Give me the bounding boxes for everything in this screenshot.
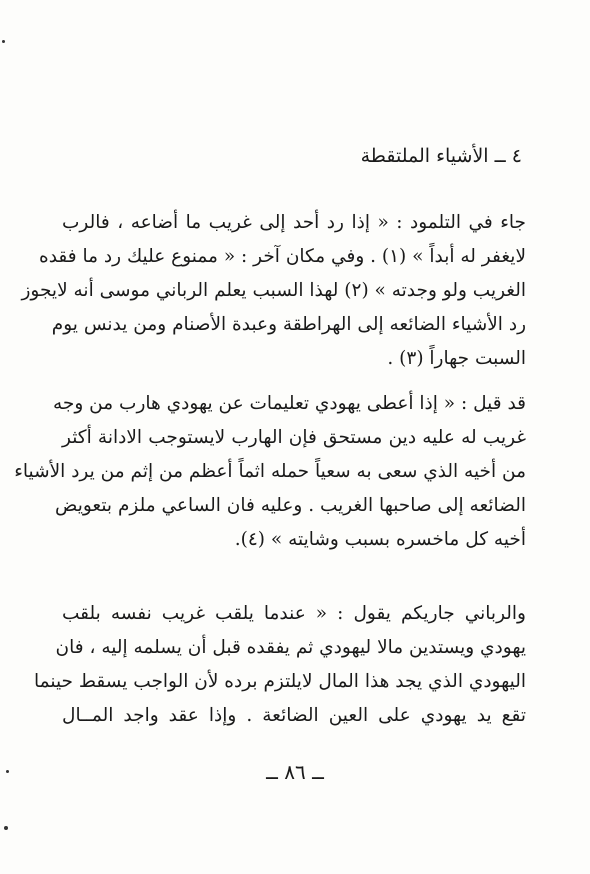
scan-speck bbox=[4, 826, 8, 830]
text-line: الضائعه إلى صاحبها الغريب . وعليه فان الساعي ملزم بتعويض bbox=[55, 495, 526, 516]
text-line: قد قيل : « إذا أعطى يهودي تعليمات عن يهودي هارب من وجه bbox=[53, 393, 526, 414]
text-line: رد الأشياء الضائعه إلى الهراطقة وعبدة الأصنام ومن يدنس يوم bbox=[51, 314, 526, 335]
text-line: يهودي ويستدين مالا ليهودي ثم يفقده قبل أن يسلمه إليه ، فان bbox=[55, 637, 526, 658]
paragraph-1 bbox=[21, 206, 526, 376]
scan-speck bbox=[2, 40, 5, 43]
text-line: تقع يد يهودي على العين الضائعة . وإذا عقد واجد المــال bbox=[62, 705, 526, 726]
text-line: الغريب ولو وجدته » (٢) لهذا السبب يعلم الرباني موسى أنه لايجوز bbox=[21, 280, 526, 301]
page-number: ــ ٨٦ ــ bbox=[266, 760, 324, 784]
text-line: أخيه كل ماخسره بسبب وشايته » (٤). bbox=[234, 529, 526, 550]
text-line: لايغفر له أبداً » (١) . وفي مكان آخر : « ممنوع عليك رد ما فقده bbox=[39, 246, 526, 267]
text-line: جاء في التلمود : « إذا رد أحد إلى غريب ما أضاعه ، فالرب bbox=[62, 212, 526, 233]
paragraph-2 bbox=[14, 387, 526, 557]
text-line: من أخيه الذي سعى به سعياً حمله اثماً أعظم من إثم من يرد الأشياء bbox=[14, 461, 526, 482]
running-header: ٤ ــ الأشياء الملتقطة bbox=[360, 145, 522, 167]
text-line: السبت جهاراً (٣) . bbox=[387, 348, 526, 369]
scan-speck bbox=[6, 770, 9, 773]
text-line: اليهودي الذي يجد هذا المال لايلتزم برده لأن الواجب يسقط حينما bbox=[34, 671, 526, 692]
text-line: والرباني جاريكم يقول : « عندما يلقب غريب نفسه بلقب bbox=[62, 603, 526, 624]
paragraph-3 bbox=[34, 597, 526, 733]
text-line: غريب له عليه دين مستحق فإن الهارب لايستوجب الادانة أكثر bbox=[62, 427, 526, 448]
